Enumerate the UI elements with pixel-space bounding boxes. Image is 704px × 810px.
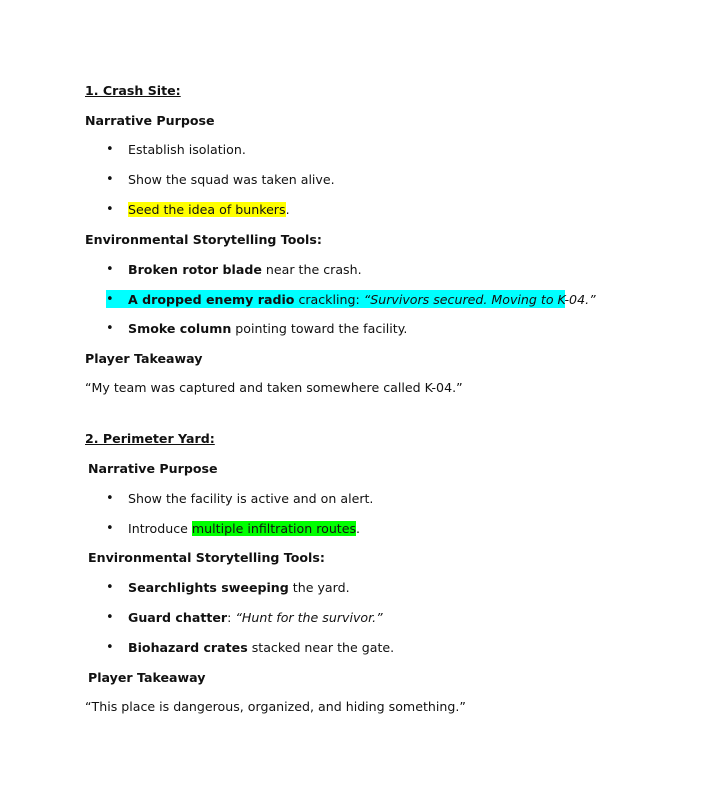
bullet-marker: • bbox=[106, 640, 114, 655]
bullet-marker: • bbox=[106, 262, 114, 277]
env-item-bold: Searchlights sweeping bbox=[128, 580, 289, 595]
bullet-marker: • bbox=[106, 292, 114, 307]
bullet-marker: • bbox=[106, 142, 114, 157]
bullet-marker: • bbox=[106, 172, 114, 187]
section-2-takeaway-text: “This place is dangerous, organized, and hiding something.” bbox=[85, 699, 466, 714]
section-2-narrative-label: Narrative Purpose bbox=[88, 461, 218, 476]
section-1-takeaway-label: Player Takeaway bbox=[85, 351, 203, 366]
section-1-heading: 1. Crash Site: bbox=[85, 83, 181, 98]
env-item-rest: near the crash. bbox=[261, 262, 362, 277]
section-1-env-label: Environmental Storytelling Tools: bbox=[85, 232, 322, 247]
env-item-rest: stacked near the gate. bbox=[247, 640, 395, 655]
section-1-env-item bbox=[128, 261, 362, 278]
section-2-env-item bbox=[128, 639, 394, 656]
env-item-rest: crackling: bbox=[294, 292, 364, 307]
section-2-heading: 2. Perimeter Yard: bbox=[85, 431, 215, 446]
narrative-item-text: Introduce bbox=[128, 521, 192, 536]
env-item-rest: the yard. bbox=[288, 580, 350, 595]
bullet-marker: • bbox=[106, 610, 114, 625]
env-item-quote: “Hunt for the survivor.” bbox=[235, 610, 383, 625]
section-1-narrative-item: Establish isolation. bbox=[128, 142, 246, 157]
env-item-rest: : bbox=[227, 610, 236, 625]
section-1-env-item bbox=[128, 291, 596, 308]
section-2-takeaway-label: Player Takeaway bbox=[88, 670, 206, 685]
section-1-takeaway-text: “My team was captured and taken somewhere called K-04.” bbox=[85, 380, 463, 395]
env-item-quote: “Survivors secured. Moving to K-04.” bbox=[363, 292, 596, 307]
section-2-narrative-item: Show the facility is active and on alert. bbox=[128, 491, 374, 506]
env-item-bold: Broken rotor blade bbox=[128, 262, 262, 277]
env-item-bold: A dropped enemy radio bbox=[128, 292, 295, 307]
env-item-bold: Biohazard crates bbox=[128, 640, 248, 655]
bullet-marker: • bbox=[106, 521, 114, 536]
section-2-env-item bbox=[128, 609, 383, 626]
section-1-narrative-item bbox=[128, 201, 290, 218]
env-item-bold: Guard chatter bbox=[128, 610, 228, 625]
punctuation: . bbox=[356, 521, 361, 536]
env-item-rest: pointing toward the facility. bbox=[231, 321, 408, 336]
section-1-env-item bbox=[128, 320, 407, 337]
bullet-marker: • bbox=[106, 202, 114, 217]
bullet-marker: • bbox=[106, 491, 114, 506]
section-2-env-label: Environmental Storytelling Tools: bbox=[88, 550, 325, 565]
punctuation: . bbox=[285, 202, 290, 217]
section-2-env-item bbox=[128, 579, 350, 596]
env-item-bold: Smoke column bbox=[128, 321, 232, 336]
section-1-narrative-item: Show the squad was taken alive. bbox=[128, 172, 335, 187]
highlighted-text: multiple infiltration routes bbox=[191, 521, 357, 536]
highlighted-text: Seed the idea of bunkers bbox=[128, 202, 286, 217]
bullet-marker: • bbox=[106, 321, 114, 336]
section-2-narrative-item bbox=[128, 520, 360, 537]
bullet-marker: • bbox=[106, 580, 114, 595]
section-1-narrative-label: Narrative Purpose bbox=[85, 113, 215, 128]
